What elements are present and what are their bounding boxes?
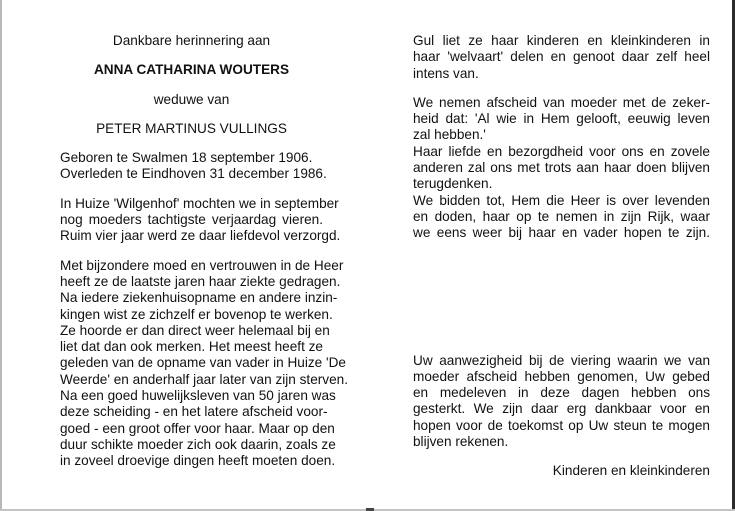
paragraph-line: Weerde' en anderhalf jaar later van zijn sterven. [60, 371, 348, 387]
paragraph-line: heid dat: 'Al wie in Hem gelooft, eeuwig leven [413, 111, 710, 127]
paragraph-line: kingen wist ze zichzelf er bovenop te werken. [60, 306, 333, 322]
paragraph-line: hopen voor de toekomst op Uw steun te mogen [413, 417, 710, 433]
paragraph-line: duur schikte moeder zich ook daarin, zoals ze [60, 436, 336, 452]
paragraph-line: Na een goed huwelijksleven van 50 jaren was [60, 388, 336, 404]
paragraph-line: gesterkt. We zijn daar erg dankbaar voor en [413, 401, 710, 417]
paragraph-line: We nemen afscheid van moeder met de zeker- [413, 94, 710, 110]
birth-line: Geboren te Swalmen 18 september 1906. [60, 150, 313, 166]
paragraph-line: liet dat dan ook merken. Het meest heeft ze [60, 339, 323, 355]
paragraph-line: heeft ze de laatste jaren haar ziekte gedragen. [60, 273, 341, 289]
paragraph-line: haar 'welvaart' delen en genoot daar zelf heel [413, 49, 710, 65]
paragraph-line: anderen zal ons met trots aan haar doen blijven [413, 160, 710, 176]
right-column [413, 33, 710, 480]
paragraph-line: deze scheiding - en het latere afscheid voor- [60, 404, 328, 420]
paragraph-line: zal hebben.' [413, 127, 486, 143]
paragraph-line: goed - een groot offer voor haar. Maar op den [60, 420, 335, 436]
relation-text: weduwe van [153, 91, 230, 107]
paragraph-line: Met bijzondere moed en vertrouwen in de Heer [60, 257, 344, 273]
paragraph-line: en medeleven in deze dagen hebben ons [413, 385, 710, 401]
paragraph-line: nog moeders tachtigste verjaardag vieren. [60, 212, 323, 228]
paragraph-line: in zoveel droevige dingen heeft moeten doen. [60, 453, 336, 469]
deceased-name: ANNA CATHARINA WOUTERS [93, 62, 290, 78]
paragraph-line: terugdenken. [413, 176, 493, 192]
paragraph-line: We bidden tot, Hem die Heer is over levenden [413, 192, 710, 208]
paragraph-line: Na iedere ziekenhuisopname en andere inzin- [60, 290, 338, 306]
death-line: Overleden te Eindhoven 31 december 1986. [60, 166, 327, 182]
paragraph-line: In Huize 'Wilgenhof' mochten we in september [60, 195, 339, 211]
spouse-name: PETER MARTINUS VULLINGS [96, 120, 287, 136]
intro-text: Dankbare herinnering aan [112, 33, 271, 48]
paragraph-line: intens van. [413, 65, 479, 81]
left-column [60, 33, 348, 470]
paragraph-line: Uw aanwezigheid bij de viering waarin we van [413, 352, 710, 368]
paragraph-line: Gul liet ze haar kinderen en kleinkinderen in [413, 33, 710, 48]
signature: Kinderen en kleinkinderen [552, 463, 710, 479]
card-left-edge [0, 0, 2, 511]
paragraph-line: Ruim vier jaar werd ze daar liefdevol verzorgd. [60, 228, 341, 244]
paragraph-line: blijven rekenen. [413, 434, 509, 450]
paragraph-line: Ze hoorde er dan direct weer helemaal bij en [60, 322, 330, 338]
paragraph-line: moeder afscheid hebben genomen, Uw gebed [413, 368, 710, 384]
paragraph-line: we eens weer bij haar en vader hopen te zijn. [413, 225, 710, 241]
paragraph-line: en doden, haar op te nemen in zijn Rijk, waar [413, 208, 710, 224]
paragraph-line: geleden van de opname van vader in Huize 'De [60, 355, 346, 371]
paragraph-line: Haar liefde en bezorgdheid voor ons en zovele [413, 143, 710, 159]
